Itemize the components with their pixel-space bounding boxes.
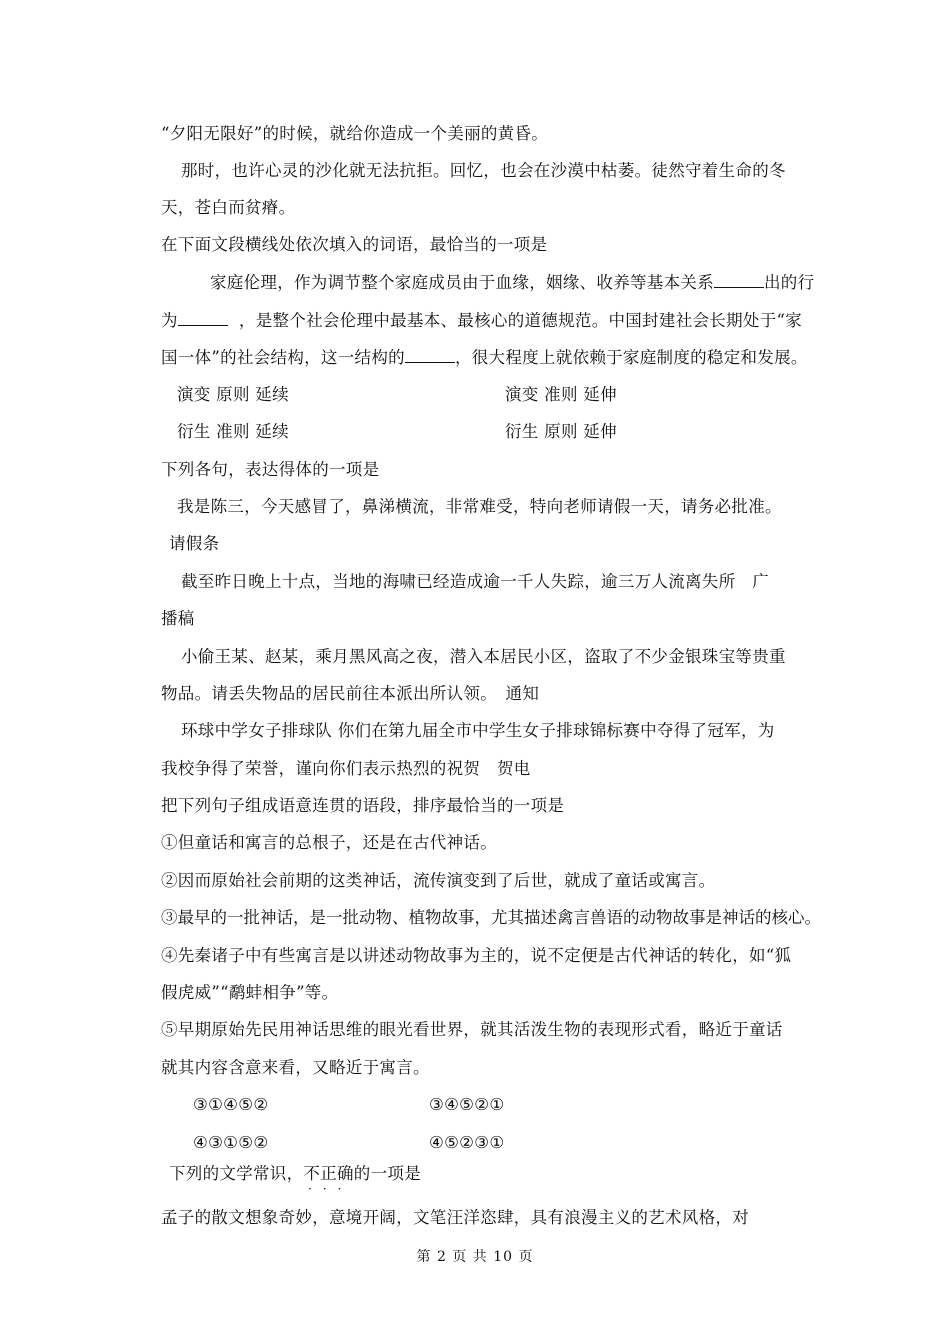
option-d: 衍生 原则 延伸 (505, 422, 617, 441)
sentence-line: ②因而原始社会前期的这类神话，流传演变到了后世，就成了童话或寓言。 (161, 871, 716, 890)
sentence-line: ①但童话和寓言的总根子，还是在古代神话。 (161, 833, 497, 852)
passage-line (161, 346, 808, 370)
question-stem: 在下面文段横线处依次填入的词语，最恰当的一项是 (161, 235, 548, 254)
page-footer: 第 2 页 共 10 页 (416, 1249, 534, 1265)
question-stem: 下列的文学常识，不正确的一项是 (169, 1164, 421, 1183)
text-line: 天，苍白而贫瘠。 (161, 198, 296, 217)
option-a: ③①④⑤② (193, 1095, 269, 1114)
option-c: 衍生 准则 延续 (177, 422, 289, 441)
option-line: 物品。请丢失物品的居民前往本派出所认领。 通知 (161, 684, 540, 703)
text-line: 那时，也许心灵的沙化就无法抗拒。回忆，也会在沙漠中枯萎。徒然守着生命的冬 (181, 161, 786, 180)
option-line: 截至昨日晚上十点，当地的海啸已经造成逾一千人失踪，逾三万人流离失所 广 (181, 572, 769, 591)
blank-line (714, 271, 764, 288)
sentence-line: 就其内容含意来看，又略近于寓言。 (161, 1058, 430, 1077)
passage-line (210, 271, 814, 295)
blank-line (405, 346, 455, 363)
passage-text: ，是整个社会伦理中最基本、最核心的道德规范。中国封建社会长期处于“家 (238, 311, 803, 330)
passage-text: 国一体”的社会结构，这一结构的 (161, 348, 405, 367)
option-line: 我校争得了荣誉，谨向你们表示热烈的祝贺 贺电 (161, 759, 531, 778)
text-line: “夕阳无限好”的时候，就给你造成一个美丽的黄昏。 (161, 124, 549, 143)
blank-line (178, 309, 228, 326)
option-line: 我是陈三，今天感冒了，鼻涕横流，非常难受，特向老师请假一天，请务必批准。 (177, 497, 782, 516)
passage-text: 家庭伦理，作为调节整个家庭成员由于血缘，姻缘、收养等基本关系 (210, 273, 714, 292)
option-line: 播稿 (161, 609, 195, 628)
question-stem: 下列各句，表达得体的一项是 (161, 460, 380, 479)
sentence-line: ⑤早期原始先民用神话思维的眼光看世界，就其活泼生物的表现形式看，略近于童话 (161, 1020, 783, 1039)
question-stem: 把下列句子组成语意连贯的语段，排序最恰当的一项是 (161, 796, 565, 815)
text-line: 孟子的散文想象奇妙，意境开阔，文笔汪洋恣肆，具有浪漫主义的艺术风格，对 (161, 1208, 749, 1227)
emphasis-dots: ··· (308, 1182, 353, 1196)
option-line: 环球中学女子排球队 你们在第九届全市中学生女子排球锦标赛中夺得了冠军，为 (181, 721, 775, 740)
option-b: ③④⑤②① (429, 1095, 505, 1114)
option-line: 小偷王某、赵某，乘月黑风高之夜，潜入本居民小区，盗取了不少金银珠宝等贵重 (181, 647, 786, 666)
sentence-line: ③最早的一批神话，是一批动物、植物故事，尤其描述禽言兽语的动物故事是神话的核心。 (161, 908, 821, 927)
option-a: 演变 原则 延续 (177, 385, 289, 404)
option-line: 请假条 (169, 534, 220, 553)
passage-text: ，很大程度上就依赖于家庭制度的稳定和发展。 (454, 348, 808, 367)
passage-text: 为 (161, 311, 178, 330)
sentence-line: ④先秦诸子中有些寓言是以讲述动物故事为主的，说不定便是古代神话的转化，如“狐 (161, 946, 792, 965)
passage-line (161, 309, 802, 333)
passage-text: 出的行 (764, 273, 815, 292)
option-b: 演变 准则 延伸 (505, 385, 617, 404)
option-c: ④③①⑤② (193, 1133, 269, 1152)
option-d: ④⑤②③① (429, 1133, 505, 1152)
sentence-line: 假虎威”“鹬蚌相争”等。 (161, 983, 339, 1002)
